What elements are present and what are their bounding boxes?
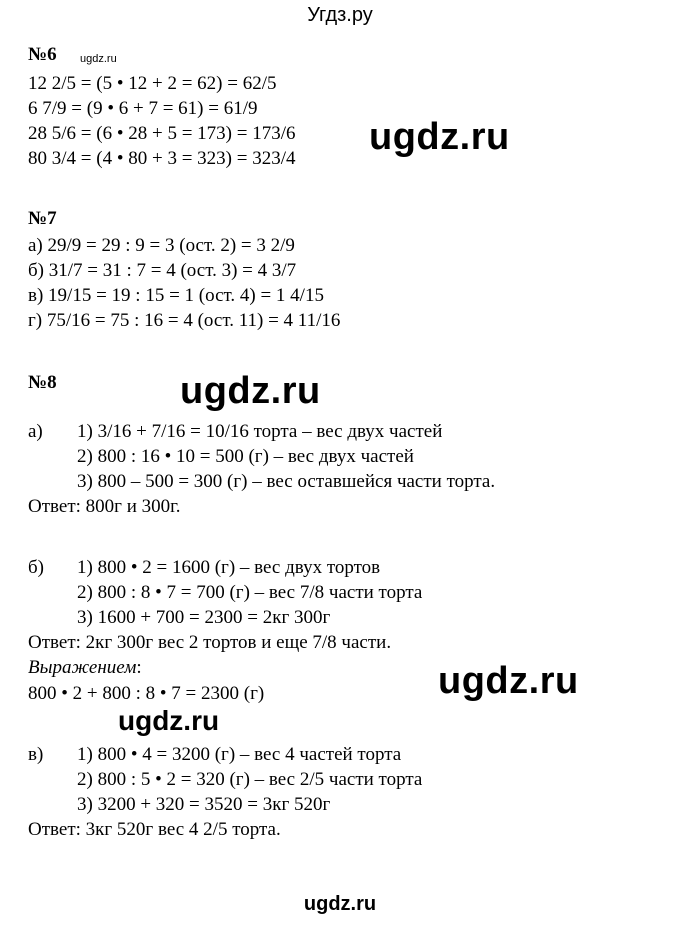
task8-a-step-1: 1) 3/16 + 7/16 = 10/16 торта – вес двух частей	[77, 421, 443, 442]
task8-c-label: в)	[28, 744, 44, 765]
task8-c-answer: Ответ: 3кг 520г вес 4 2/5 торта.	[28, 819, 281, 840]
expression-label-colon: :	[136, 657, 142, 678]
task7-line-b: б) 31/7 = 31 : 7 = 4 (ост. 3) = 4 3/7	[28, 260, 297, 281]
watermark-4: ugdz.ru	[118, 705, 220, 736]
watermark-1: ugdz.ru	[369, 116, 510, 158]
task8-b-expression: 800 • 2 + 800 : 8 • 7 = 2300 (г)	[28, 683, 265, 704]
site-footer: ugdz.ru	[303, 893, 377, 915]
task6-line-4: 80 3/4 = (4 • 80 + 3 = 323) = 323/4	[28, 148, 296, 169]
task7-line-a: а) 29/9 = 29 : 9 = 3 (ост. 2) = 3 2/9	[28, 235, 295, 256]
task8-b-step-1: 1) 800 • 2 = 1600 (г) – вес двух тортов	[77, 557, 381, 578]
task8-header: №8	[28, 372, 57, 393]
watermark-small: ugdz.ru	[80, 53, 117, 65]
task8-a-step-2: 2) 800 : 16 • 10 = 500 (г) – вес двух частей	[77, 446, 414, 467]
task6-line-2: 6 7/9 = (9 • 6 + 7 = 61) = 61/9	[28, 98, 258, 119]
task8-a-step-3: 3) 800 – 500 = 300 (г) – вес оставшейся части торта.	[77, 471, 496, 492]
task8-b-step-2: 2) 800 : 8 • 7 = 700 (г) – вес 7/8 части торта	[77, 582, 423, 603]
task6-line-1: 12 2/5 = (5 • 12 + 2 = 62) = 62/5	[28, 73, 277, 94]
task8-c-step-1: 1) 800 • 4 = 3200 (г) – вес 4 частей торта	[77, 744, 402, 765]
task7-line-c: в) 19/15 = 19 : 15 = 1 (ост. 4) = 1 4/15	[28, 285, 324, 306]
task8-c-step-3: 3) 3200 + 320 = 3520 = 3кг 520г	[77, 794, 331, 815]
watermark-3: ugdz.ru	[438, 660, 579, 702]
task8-b-answer: Ответ: 2кг 300г вес 2 тортов и еще 7/8 части.	[28, 632, 392, 653]
expression-label-text: Выражением	[28, 657, 137, 678]
task8-b-step-3: 3) 1600 + 700 = 2300 = 2кг 300г	[77, 607, 331, 628]
site-title: Угдз.ру	[307, 4, 373, 26]
task7-header: №7	[28, 208, 57, 229]
task8-c-step-2: 2) 800 : 5 • 2 = 320 (г) – вес 2/5 части торта	[77, 769, 423, 790]
task8-a-answer: Ответ: 800г и 300г.	[28, 496, 181, 517]
watermark-2: ugdz.ru	[180, 370, 321, 412]
task7-line-d: г) 75/16 = 75 : 16 = 4 (ост. 11) = 4 11/16	[28, 310, 341, 331]
task8-a-label: а)	[28, 421, 43, 442]
task6-header: №6	[28, 44, 57, 65]
task8-b-expression-label	[28, 656, 142, 680]
task8-b-label: б)	[28, 557, 44, 578]
task6-line-3: 28 5/6 = (6 • 28 + 5 = 173) = 173/6	[28, 123, 296, 144]
